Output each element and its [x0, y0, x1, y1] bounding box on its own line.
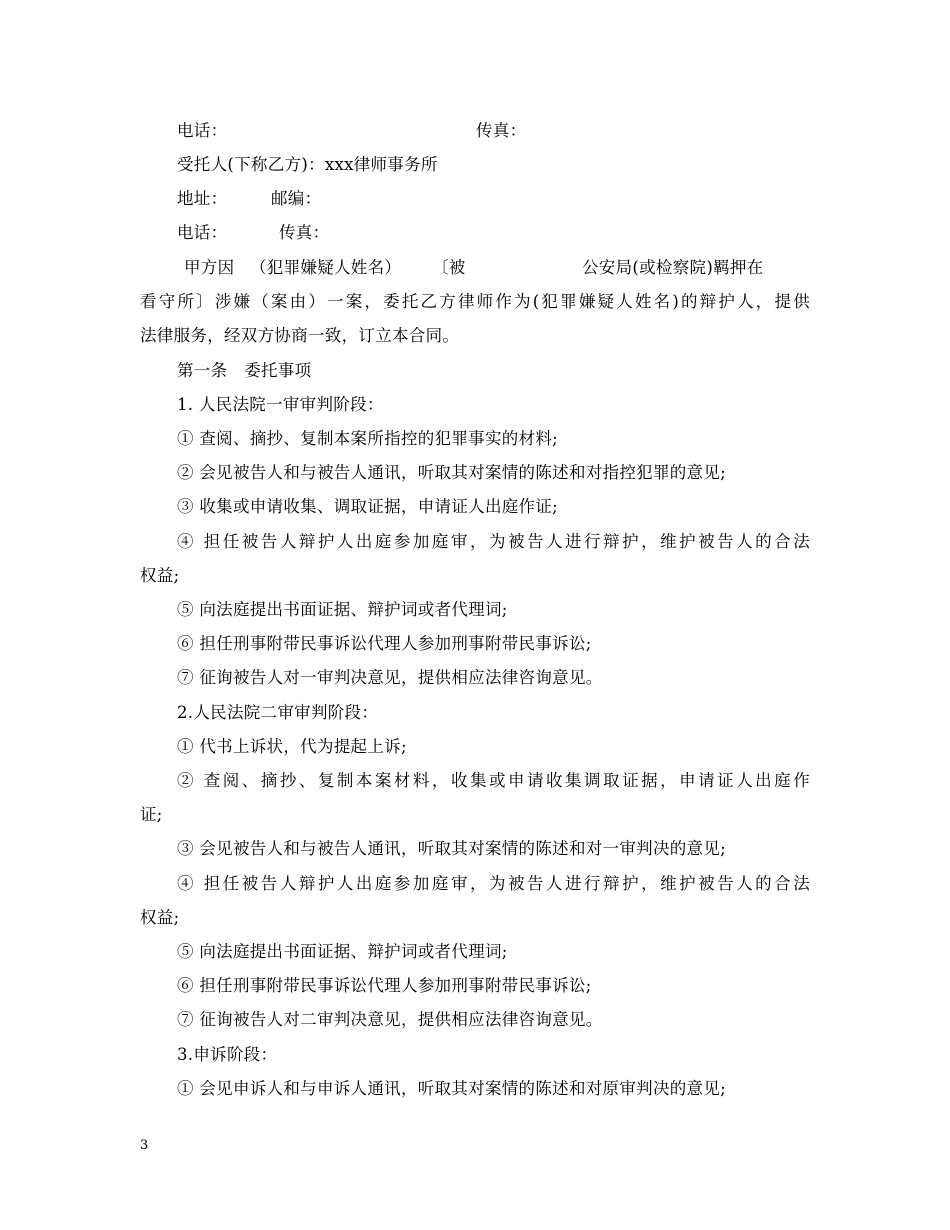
list-item: ⑦ 征询被告人对一审判决意见，提供相应法律咨询意见。: [177, 668, 603, 687]
paragraph-line: 看守所〕涉嫌（案由）一案，委托乙方律师作为(犯罪嫌疑人姓名)的辩护人，提供: [140, 292, 810, 311]
list-item: ③ 会见被告人和与被告人通讯，听取其对案情的陈述和对一审判决的意见;: [177, 839, 727, 858]
list-item: ⑤ 向法庭提出书面证据、辩护词或者代理词;: [177, 942, 508, 961]
list-item-continuation: 证;: [140, 805, 163, 824]
list-item: ⑥ 担任刑事附带民事诉讼代理人参加刑事附带民事诉讼;: [177, 976, 592, 995]
section-heading: 2.人民法院二审审判阶段：: [177, 703, 379, 722]
list-item: ⑤ 向法庭提出书面证据、辩护词或者代理词;: [177, 600, 508, 619]
list-item: ② 会见被告人和与被告人通讯，听取其对案情的陈述和对指控犯罪的意见;: [177, 463, 727, 482]
list-item: ④ 担任被告人辩护人出庭参加庭审，为被告人进行辩护，维护被告人的合法: [177, 532, 810, 551]
fax-label: 传真：: [476, 121, 527, 140]
article-heading: 第一条 委托事项: [177, 361, 312, 380]
list-item: ⑥ 担任刑事附带民事诉讼代理人参加刑事附带民事诉讼;: [177, 634, 592, 653]
trustee-line: 受托人(下称乙方)：xxx律师事务所: [177, 155, 438, 174]
section-heading: 1. 人民法院一审审判阶段：: [177, 395, 384, 414]
phone-label-2: 电话：: [177, 223, 228, 242]
list-item-continuation: 权益;: [140, 566, 180, 585]
phone-label: 电话：: [177, 121, 228, 140]
para-start-a: 甲方因: [184, 258, 235, 277]
list-item: ① 查阅、摘抄、复制本案所指控的犯罪事实的材料;: [177, 429, 559, 448]
para-start-c: 〔被: [432, 258, 466, 277]
paragraph-line: 法律服务，经双方协商一致，订立本合同。: [140, 326, 460, 345]
section-heading: 3.申诉阶段：: [177, 1045, 278, 1064]
list-item: ① 会见申诉人和与申诉人通讯，听取其对案情的陈述和对原审判决的意见;: [177, 1079, 727, 1098]
fax-label-2: 传真：: [279, 223, 330, 242]
page-number: 3: [140, 1138, 149, 1153]
list-item: ③ 收集或申请收集、调取证据，申请证人出庭作证;: [177, 497, 559, 516]
list-item-continuation: 权益;: [140, 908, 180, 927]
list-item: ② 查阅、摘抄、复制本案材料，收集或申请收集调取证据，申请证人出庭作: [177, 771, 810, 790]
list-item: ④ 担任被告人辩护人出庭参加庭审，为被告人进行辩护，维护被告人的合法: [177, 874, 810, 893]
address-label: 地址：: [177, 189, 228, 208]
list-item: ⑦ 征询被告人对二审判决意见，提供相应法律咨询意见。: [177, 1010, 603, 1029]
para-start-d: 公安局(或检察院)羁押在: [582, 258, 764, 277]
list-item: ① 代书上诉状，代为提起上诉;: [177, 737, 407, 756]
postcode-label: 邮编：: [271, 189, 322, 208]
para-start-b: （犯罪嫌疑人姓名）: [250, 258, 402, 277]
